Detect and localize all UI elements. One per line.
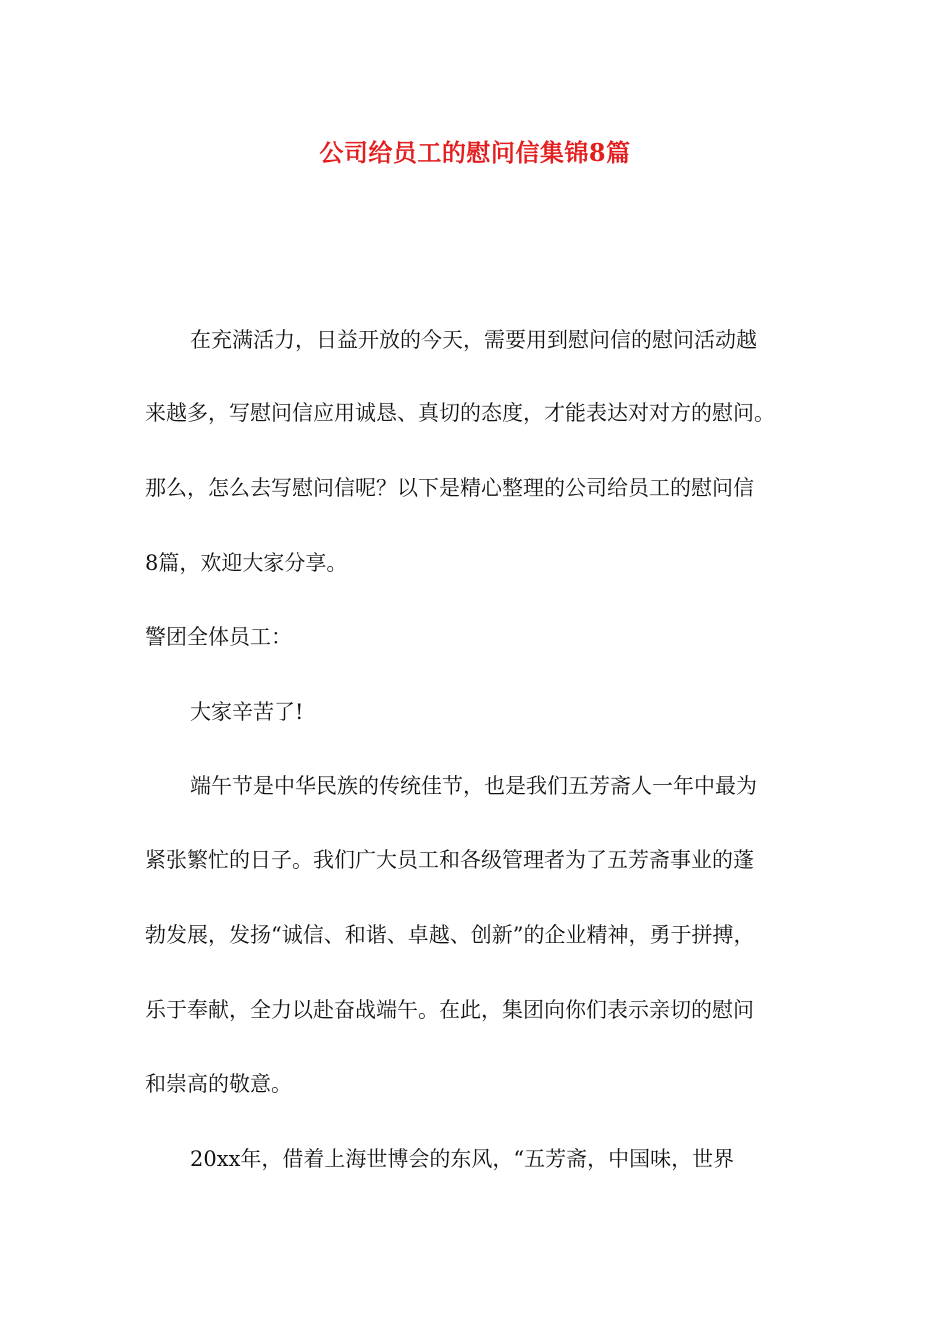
body-line-4: 乐于奉献，全力以赴奋战端午。在此，集团向你们表示亲切的慰问 bbox=[145, 998, 754, 1022]
document-title: 公司给员工的慰问信集锦8篇 bbox=[319, 138, 631, 167]
body-line-6: 20xx年，借着上海世博会的东风，“五芳斋，中国味，世界 bbox=[190, 1147, 735, 1171]
intro-line-1: 在充满活力，日益开放的今天，需要用到慰问信的慰问活动越 bbox=[190, 328, 757, 352]
greeting-line: 大家辛苦了! bbox=[190, 700, 304, 724]
body-line-5: 和崇高的敬意。 bbox=[145, 1072, 292, 1096]
body-line-1: 端午节是中华民族的传统佳节，也是我们五芳斋人一年中最为 bbox=[190, 774, 757, 798]
body-line-2: 紧张繁忙的日子。我们广大员工和各级管理者为了五芳斋事业的蓬 bbox=[145, 848, 754, 872]
intro-line-3: 那么，怎么去写慰问信呢？以下是精心整理的公司给员工的慰问信 bbox=[145, 476, 754, 500]
intro-line-4: 8篇，欢迎大家分享。 bbox=[145, 551, 348, 575]
body-line-3: 勃发展，发扬“诚信、和谐、卓越、创新”的企业精神，勇于拼搏， bbox=[145, 923, 755, 947]
intro-line-2: 来越多，写慰问信应用诚恳、真切的态度，才能表达对对方的慰问。 bbox=[145, 401, 775, 425]
salutation: 警团全体员工： bbox=[145, 625, 292, 649]
